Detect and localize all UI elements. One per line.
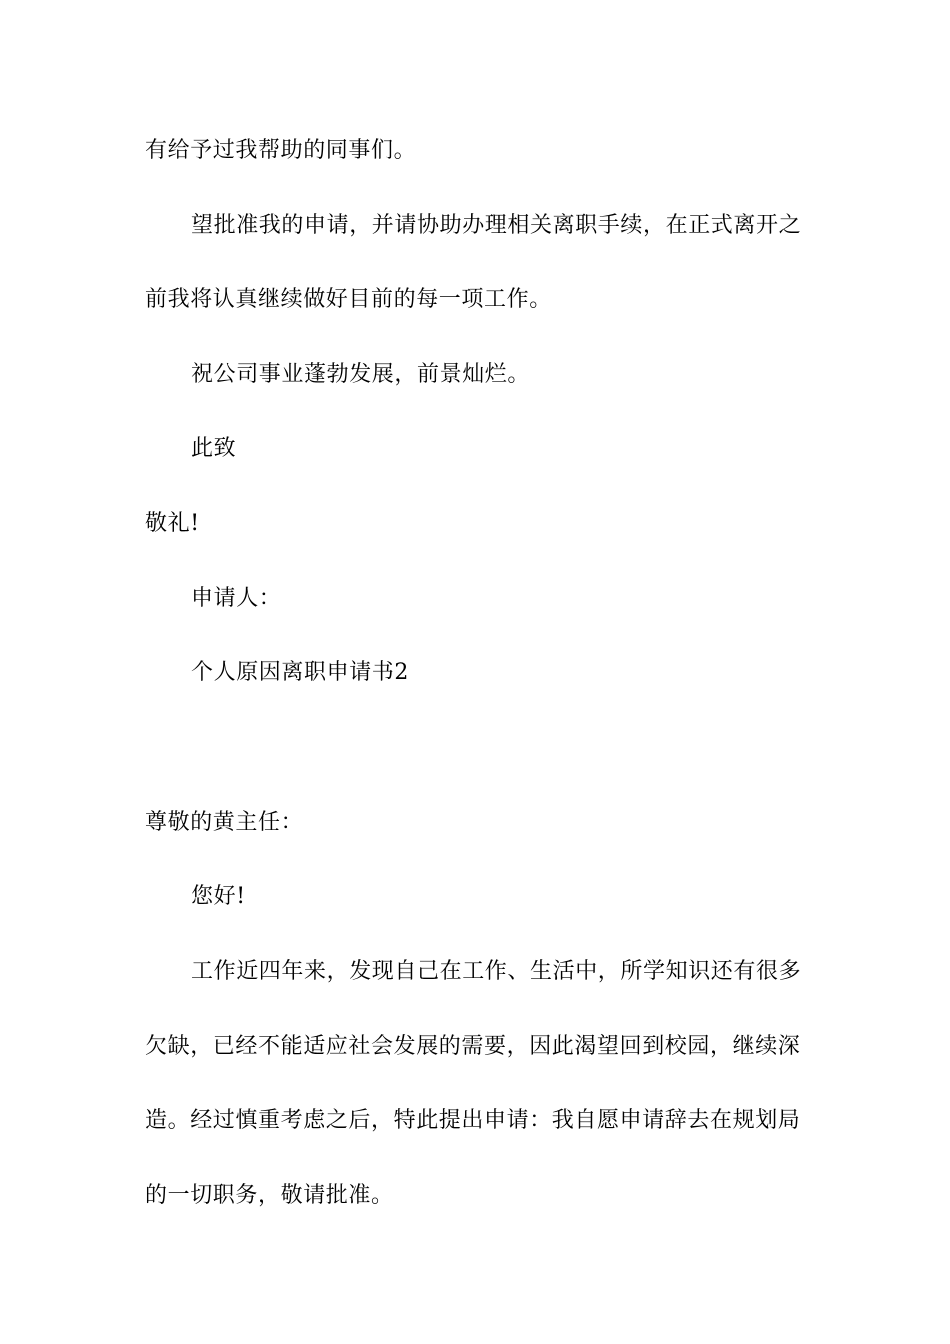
paragraph-line: 欠缺，已经不能适应社会发展的需要，因此渴望回到校园，继续深 xyxy=(145,1034,801,1059)
recipient-greeting: 尊敬的黄主任： xyxy=(145,810,304,835)
closing-phrase: 此致 xyxy=(191,436,237,461)
salutation-closing: 敬礼! xyxy=(145,511,200,536)
paragraph-line: 造。经过慎重考虑之后，特此提出申请：我自愿申请辞去在规划局 xyxy=(145,1108,801,1133)
applicant-label: 申请人： xyxy=(191,586,282,611)
greeting: 您好! xyxy=(191,884,246,909)
paragraph-line: 祝公司事业蓬勃发展，前景灿烂。 xyxy=(191,362,531,387)
paragraph-line: 前我将认真继续做好目前的每一项工作。 xyxy=(145,287,552,312)
paragraph-line: 的一切职务，敬请批准。 xyxy=(145,1183,394,1208)
section-title: 个人原因离职申请书2 xyxy=(191,660,409,685)
paragraph-line: 望批准我的申请，并请协助办理相关离职手续，在正式离开之 xyxy=(191,213,802,238)
paragraph-line: 工作近四年来，发现自己在工作、生活中，所学知识还有很多 xyxy=(191,959,802,984)
paragraph-line: 有给予过我帮助的同事们。 xyxy=(145,138,417,163)
